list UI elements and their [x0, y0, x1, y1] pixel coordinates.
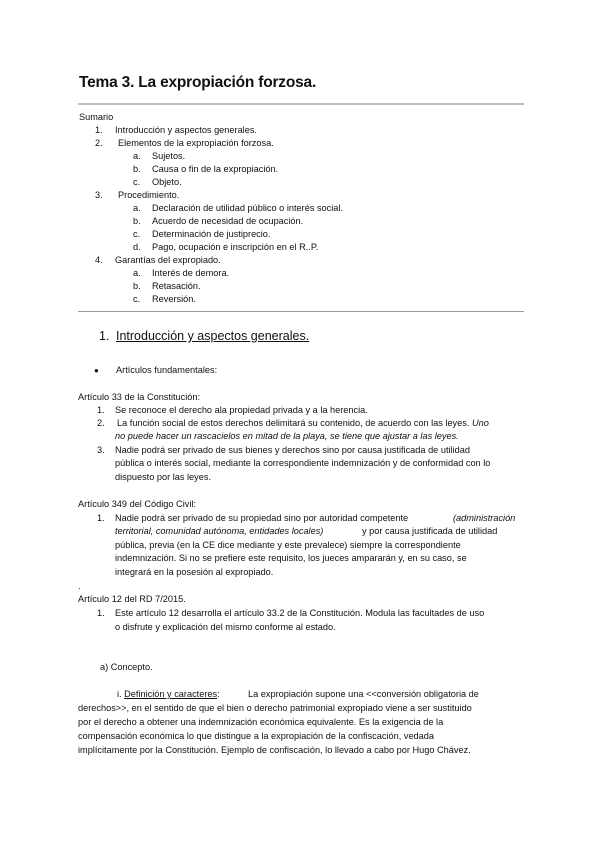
summary-sub-num: c. [133, 294, 141, 304]
summary-item-num: 3. [95, 190, 103, 200]
concept-line-5: implícitamente por la Constitución. Ejemplo de confiscación, lo llevado a cabo por Hugo Chávez. [78, 745, 471, 755]
article-33-item-1: Se reconoce el derecho ala propiedad privada y a la herencia. [115, 405, 368, 415]
article-349-line-2a: territorial, comunidad autónoma, entidades locales) [115, 526, 324, 536]
article-33-item-2 [117, 417, 489, 429]
summary-sub-item: Determinación de justiprecio. [152, 229, 271, 239]
concept-heading: a) Concepto. [100, 662, 153, 672]
summary-sub-num: a. [133, 268, 141, 278]
term-colon: : [217, 689, 220, 699]
summary-item-num: 4. [95, 255, 103, 265]
article-33-item-2-cont: no puede hacer un rascacielos en mitad de la playa, se tiene que ajustar a las leyes. [115, 431, 459, 441]
section-number: 1. [99, 329, 110, 343]
article-33-heading: Artículo 33 de la Constitución: [78, 392, 201, 402]
summary-sub-item: Sujetos. [152, 151, 186, 161]
summary-sub-num: c. [133, 177, 141, 187]
article-349-line-1b: (administración [453, 513, 516, 523]
page-title: Tema 3. La expropiación forzosa. [79, 74, 317, 91]
summary-item-num: 2. [95, 138, 103, 148]
concept-line-2: derechos>>, en el sentido de que el bien o derecho patrimonial expropiado viene a ser sustituido [78, 703, 472, 713]
summary-item-2: Elementos de la expropiación forzosa. [118, 138, 274, 148]
summary-sub-num: b. [133, 216, 141, 226]
article-33-item-3: Nadie podrá ser privado de sus bienes y derechos sino por causa justificada de utilidad [115, 445, 470, 455]
stray-dot: . [78, 581, 81, 591]
section-heading [99, 330, 309, 342]
summary-item-1: Introducción y aspectos generales. [115, 125, 257, 135]
list-num: 1. [97, 608, 105, 618]
summary-heading: Sumario [79, 112, 114, 122]
article-33-item-3-cont: pública o interés social, mediante la correspondiente indemnización y de conformidad con lo [115, 458, 491, 468]
concept-line-4: compensación económica lo que distingue a la expropiación de la confiscación, vedada [78, 731, 434, 741]
bullet-item [94, 364, 217, 377]
summary-sub-item: Causa o fin de la expropiación. [152, 164, 279, 174]
article-33-item-3-cont: dispuesto por las leyes. [115, 472, 212, 482]
list-num: 1. [97, 513, 105, 523]
summary-sub-item: Pago, ocupación e inscripción en el R..P. [152, 242, 319, 252]
concept-line-1 [117, 688, 220, 700]
summary-sub-item: Retasación. [152, 281, 201, 291]
article-349-line-2b: y por causa justificada de utilidad [362, 526, 498, 536]
section-title: Introducción y aspectos generales. [116, 329, 310, 343]
list-num: 1. [97, 405, 105, 415]
summary-sub-item: Declaración de utilidad público o interés social. [152, 203, 344, 213]
article-349-line-5: integrará en la posesión al expropiado. [115, 567, 274, 577]
bullet-icon: ● [94, 366, 99, 375]
term: Definición y caracteres [124, 689, 218, 699]
article-349-line-3: pública, previa (en la CE dice mediante y este prevalece) siempre la correspondiente [115, 540, 461, 550]
item-text: La función social de estos derechos delimitará su contenido, de acuerdo con las leyes. [117, 418, 470, 428]
summary-divider [78, 311, 524, 312]
bullet-text: Artículos fundamentales: [116, 365, 218, 375]
title-divider [78, 103, 524, 105]
summary-sub-num: b. [133, 164, 141, 174]
concept-line-3: por el derecho a obtener una indemnización económica equivalente. Es la exigencia de la [78, 717, 444, 727]
summary-item-3: Procedimiento. [118, 190, 180, 200]
summary-item-num: 1. [95, 125, 103, 135]
rd-heading: Artículo 12 del RD 7/2015. [78, 594, 186, 604]
concept-line-1-text: La expropiación supone una <<conversión obligatoria de [248, 689, 479, 699]
summary-sub-num: a. [133, 151, 141, 161]
rd-line-2: o disfrute y explicación del mismo conforme al estado. [115, 622, 336, 632]
summary-sub-num: c. [133, 229, 141, 239]
article-349-line-1a: Nadie podrá ser privado de su propiedad sino por autoridad competente [115, 513, 409, 523]
item-italic-text: Uno [471, 418, 489, 428]
summary-sub-item: Objeto. [152, 177, 182, 187]
list-num: 3. [97, 445, 105, 455]
article-349-line-4: indemnización. Si no se prefiere este requisito, los jueces ampararán y, en su caso, se [115, 553, 467, 563]
article-349-heading: Artículo 349 del Código Civil: [78, 499, 196, 509]
rd-line-1: Este artículo 12 desarrolla el artículo 33.2 de la Constitución. Modula las facultades de uso [115, 608, 485, 618]
summary-sub-num: a. [133, 203, 141, 213]
summary-sub-item: Acuerdo de necesidad de ocupación. [152, 216, 304, 226]
summary-sub-num: d. [133, 242, 141, 252]
summary-sub-item: Reversión. [152, 294, 196, 304]
list-num: 2. [97, 418, 105, 428]
summary-sub-item: Interés de demora. [152, 268, 230, 278]
summary-item-4: Garantías del expropiado. [115, 255, 221, 265]
roman-num: i. [117, 689, 122, 699]
summary-sub-num: b. [133, 281, 141, 291]
